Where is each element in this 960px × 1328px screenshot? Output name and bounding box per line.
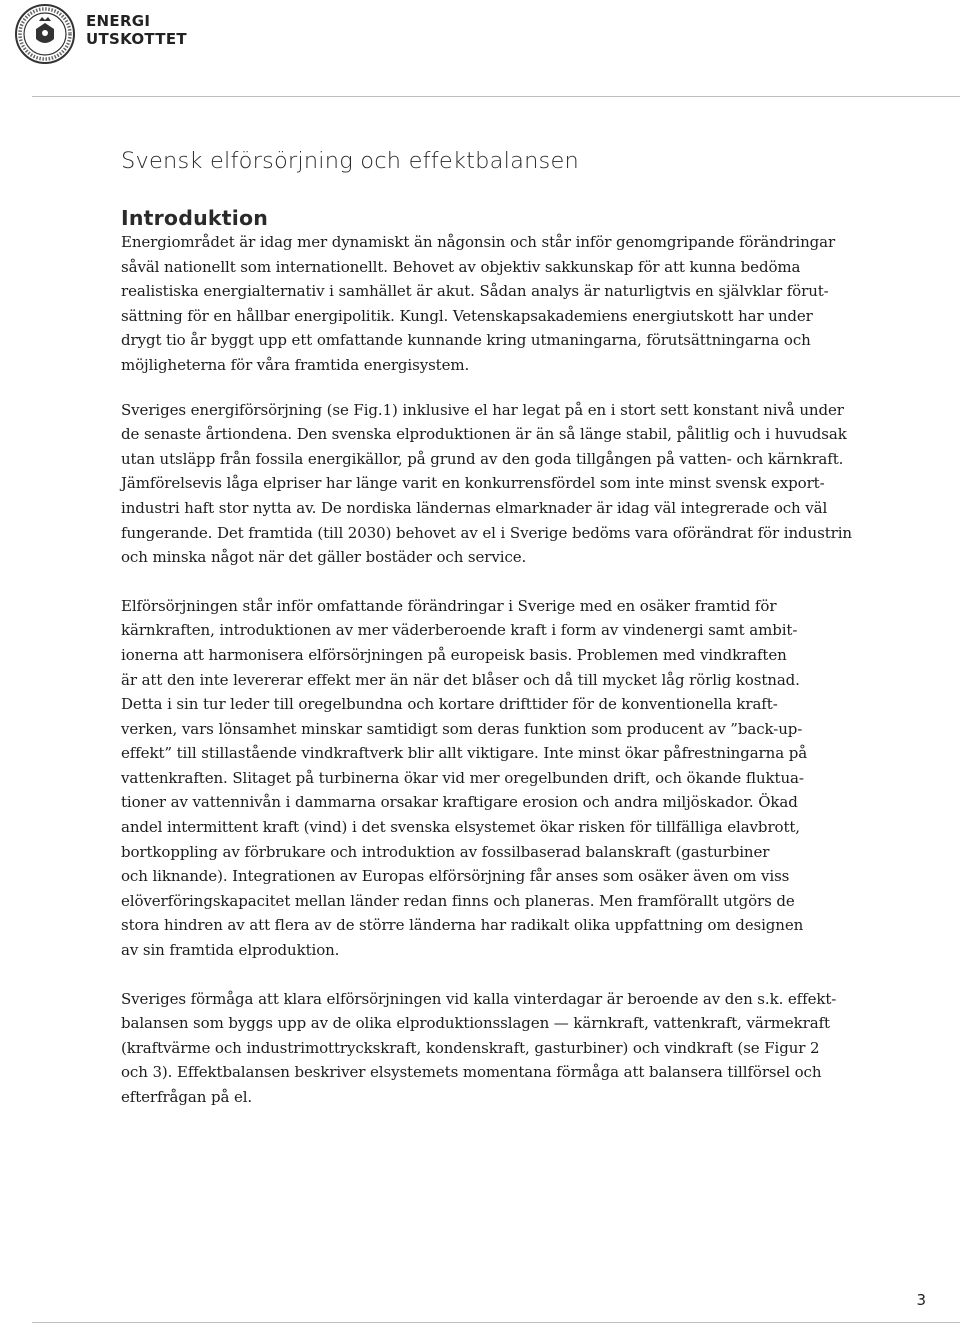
text-line: effekt” till stillastående vindkraftverk blir allt viktigare. Inte minst ökar påfrestningarna på [121,744,808,763]
text-line: sättning för en hållbar energipolitik. Kungl. Vetenskapsakademiens energiutskott har under [121,306,813,325]
document-body [121,146,861,1110]
text-line: de senaste årtiondena. Den svenska elproduktionen är än så länge stabil, pålitlig och i huvudsak [121,425,847,444]
text-line: fungerande. Det framtida (till 2030) behovet av el i Sverige bedöms vara oförändrat för industrin [121,523,852,542]
text-line: Elförsörjningen står inför omfattande förändringar i Sverige med en osäker framtid för [121,596,777,615]
section-heading: Introduktion [121,206,269,230]
academy-seal-logo [14,3,76,65]
text-line: vattenkraften. Slitaget på turbinerna ökar vid mer oregelbunden drift, och ökande fluktua- [121,768,804,787]
text-line: såväl nationellt som internationellt. Behovet av objektiv sakkunskap för att kunna bedöma [121,257,801,276]
text-line: ionerna att harmonisera elförsörjningen på europeisk basis. Problemen med vindkraften [121,645,787,664]
paragraph-changes [121,594,861,963]
document-title: Svensk elförsörjning och effektbalansen [121,148,579,174]
text-line: stora hindren av att flera av de större länderna har radikalt olika uppfattning om designen [121,916,804,935]
org-name-line-2: UTSKOTTET [86,30,187,48]
text-line: industri haft stor nytta av. De nordiska ländernas elmarknader är idag väl integrerade och väl [121,498,828,517]
text-line: Detta i sin tur leder till oregelbundna och kortare drifttider för de konventionella kraft- [121,695,778,714]
paragraph-power-balance [121,987,861,1110]
text-line: elöverföringskapacitet mellan länder redan finns och planeras. Men framförallt utgörs de [121,891,795,910]
text-line: realistiska energialternativ i samhället är akut. Sådan analys är naturligtvis en självklar förut- [121,282,829,301]
text-line: är att den inte levererar effekt mer än när det blåser och då till mycket låg rörlig kostnad. [121,670,800,689]
text-line: och minska något när det gäller bostäder och service. [121,548,527,567]
text-line: drygt tio år byggt upp ett omfattande kunnande kring utmaningarna, förutsättningarna och [121,331,811,350]
text-line: Sveriges förmåga att klara elförsörjningen vid kalla vinterdagar är beroende av den s.k. effekt- [121,989,837,1008]
paragraph-intro [121,230,861,378]
text-line: och 3). Effektbalansen beskriver elsystemets momentana förmåga att balansera tillförsel och [121,1063,822,1082]
text-line: (kraftvärme och industrimottryckskraft, kondenskraft, gasturbiner) och vindkraft (se Figur 2 [121,1038,820,1057]
page-number: 3 [916,1291,926,1309]
text-line: balansen som byggs upp av de olika elproduktionsslagen — kärnkraft, vattenkraft, värmekraft [121,1014,830,1033]
text-line: bortkoppling av förbrukare och introduktion av fossilbaserad balanskraft (gasturbiner [121,842,770,861]
text-line: kärnkraften, introduktionen av mer väderberoende kraft i form av vindenergi samt ambit- [121,621,798,640]
text-line: efterfrågan på el. [121,1088,253,1106]
text-line: tioner av vattennivån i dammarna orsakar kraftigare erosion och andra miljöskador. Ökad [121,793,798,812]
text-line: utan utsläpp från fossila energikällor, på grund av den goda tillgången på vatten- och kärnkraft. [121,449,844,468]
page-header [14,0,954,70]
text-line: Jämförelsevis låga elpriser har länge varit en konkurrensfördel som inte minst svensk export- [121,474,825,493]
paragraph-energy-supply [121,398,861,570]
header-divider [32,96,960,97]
text-line: Sveriges energiförsörjning (se Fig.1) inklusive el har legat på en i stort sett konstant nivå under [121,400,844,419]
footer-divider [32,1322,960,1323]
text-line: Energiområdet är idag mer dynamiskt än någonsin och står inför genomgripande förändringar [121,233,836,251]
text-line: av sin framtida elproduktion. [121,941,340,960]
text-line: andel intermittent kraft (vind) i det svenska elsystemet ökar risken för tillfälliga elavbrott, [121,818,800,837]
org-name-line-1: ENERGI [86,12,151,30]
text-line: verken, vars lönsamhet minskar samtidigt som deras funktion som producent av ”back-up- [121,719,803,738]
organization-name [86,12,187,48]
text-line: och liknande). Integrationen av Europas elförsörjning får anses som osäker även om viss [121,867,790,886]
text-line: möjligheterna för våra framtida energisystem. [121,355,470,374]
